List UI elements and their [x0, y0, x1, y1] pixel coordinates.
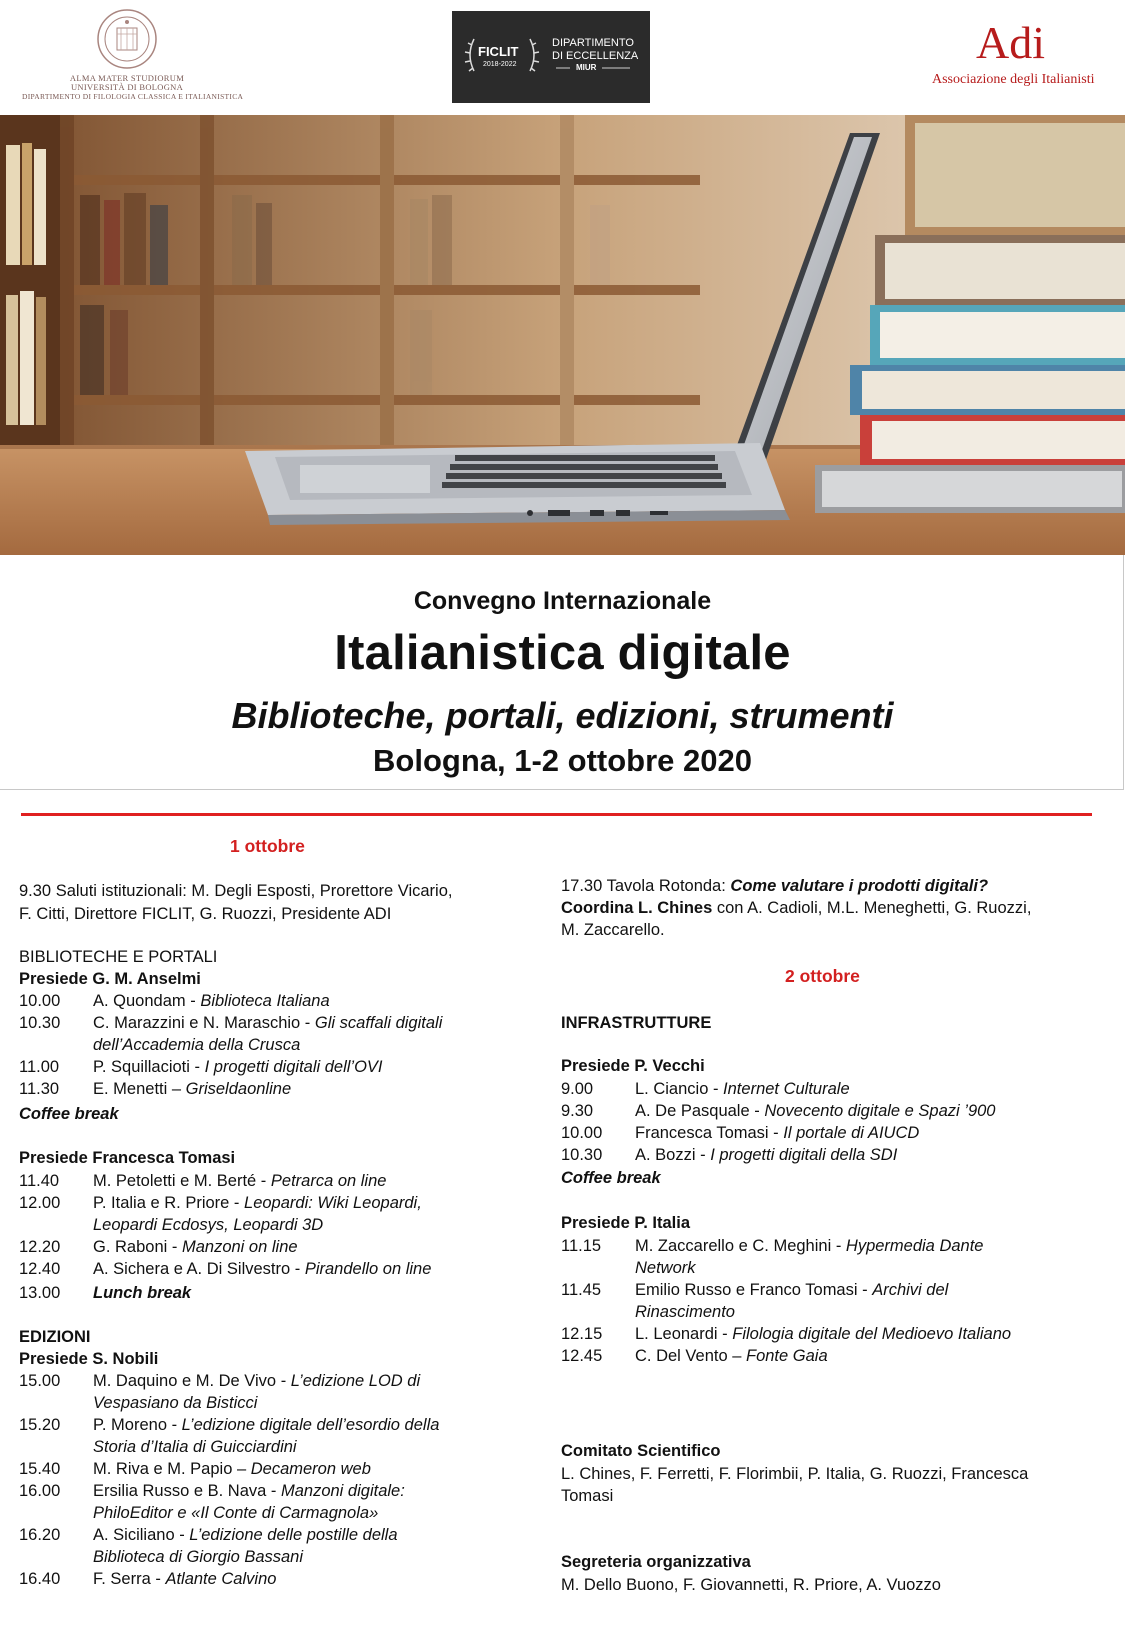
talk-speakers: P. Italia e R. Priore - [93, 1194, 245, 1212]
day-1-heading: 1 ottobre [230, 836, 305, 856]
talk-speakers: P. Moreno - [93, 1416, 182, 1434]
session-talk [93, 990, 330, 1013]
session-time: 15.00 [19, 1372, 61, 1390]
session-time: 11.00 [19, 1058, 60, 1076]
talk-title: Hypermedia Dante [845, 1237, 984, 1255]
session-talk [93, 1056, 383, 1079]
talk-title: Il portale di AIUCD [783, 1124, 920, 1142]
session-talk [93, 1236, 298, 1259]
talk-title-continued: PhiloEditor e «Il Conte di Carmagnola» [93, 1504, 379, 1522]
talk-speakers: G. Raboni - [93, 1238, 182, 1256]
chair-nobili: Presiede S. Nobili [19, 1350, 159, 1368]
day-2-heading: 2 ottobre [785, 966, 860, 986]
secretariat-heading: Segreteria organizzativa [561, 1553, 751, 1571]
talk-title: I progetti digitali dell’OVI [204, 1058, 383, 1076]
talk-speakers: Francesca Tomasi - [635, 1124, 784, 1142]
session-talk [93, 1568, 276, 1591]
secretariat-line-1: M. Dello Buono, F. Giovannetti, R. Priore, A. Vuozzo [561, 1576, 941, 1594]
session-talk [93, 1258, 431, 1281]
unibo-logo [22, 8, 244, 101]
talk-title-continued: Vespasiano da Bisticci [93, 1394, 258, 1412]
session-talk [635, 1345, 828, 1368]
chair-tomasi: Presiede Francesca Tomasi [19, 1149, 236, 1167]
talk-title: Internet Culturale [723, 1080, 850, 1098]
talk-title: Fonte Gaia [745, 1347, 828, 1365]
talk-speakers: A. De Pasquale - [635, 1102, 765, 1120]
talk-speakers: L. Leonardi - [635, 1325, 733, 1343]
unibo-line-2: UNIVERSITÀ DI BOLOGNA [70, 82, 184, 92]
talk-speakers: F. Serra - [93, 1570, 166, 1588]
coffee-break-day-2: Coffee break [561, 1169, 661, 1187]
talk-title-continued: Leopardi Ecdosys, Leopardi 3D [93, 1216, 324, 1234]
talk-speakers: A. Siciliano - [93, 1526, 190, 1544]
session-time: 15.20 [19, 1416, 61, 1434]
ficlit-name: FICLIT [478, 44, 519, 59]
session-time: 11.40 [19, 1172, 60, 1190]
session-talk [93, 1170, 386, 1193]
talk-title-continued: Biblioteca di Giorgio Bassani [93, 1548, 304, 1566]
session-talk [635, 1078, 850, 1101]
session-talk [93, 1480, 405, 1503]
university-seal-icon [96, 8, 158, 70]
adi-name: Associazione degli Italianisti [932, 72, 1095, 87]
session-talk [635, 1323, 1011, 1346]
red-divider [21, 813, 1092, 816]
talk-title: Griseldaonline [185, 1080, 292, 1098]
talk-title: L’edizione digitale dell’esordio della [181, 1416, 440, 1434]
session-talk [93, 1414, 439, 1437]
talk-title-continued: dell’Accademia della Crusca [93, 1036, 301, 1054]
place-and-date: Bologna, 1-2 ottobre 2020 [373, 743, 752, 778]
conference-kicker: Convegno Internazionale [413, 587, 712, 615]
unibo-line-3: DIPARTIMENTO DI FILOLOGIA CLASSICA E ITALIANISTICA [22, 92, 244, 101]
talk-title-continued: Storia d’Italia di Guicciardini [93, 1438, 297, 1456]
committee-line-2: Tomasi [561, 1487, 614, 1505]
adi-mark: Adi [976, 17, 1045, 68]
coffee-break-day-1: Coffee break [19, 1105, 119, 1123]
talk-speakers: Emilio Russo e Franco Tomasi - [635, 1281, 873, 1299]
ficlit-logo [452, 11, 650, 103]
session-talk [635, 1279, 948, 1302]
session-talk [635, 1122, 919, 1145]
talk-title: Gli scaffali digitali [314, 1014, 443, 1032]
session-time: 12.15 [561, 1325, 603, 1343]
talk-speakers: M. Daquino e M. De Vivo - [93, 1372, 291, 1390]
session-time: 10.00 [561, 1124, 603, 1142]
talk-title: Atlante Calvino [165, 1570, 277, 1588]
session-talk [93, 1524, 398, 1547]
talk-speakers: A. Sichera e A. Di Silvestro - [93, 1260, 305, 1278]
talk-title: Manzoni digitale: [280, 1482, 405, 1500]
unibo-line-1: ALMA MATER STUDIORUM [69, 73, 185, 83]
committee-line-1: L. Chines, F. Ferretti, F. Florimbii, P. Italia, G. Ruozzi, Francesca [561, 1465, 1029, 1483]
session-time: 9.00 [561, 1080, 594, 1098]
round-table-title: Come valutare i prodotti digitali? [730, 877, 989, 895]
section-heading-edizioni: EDIZIONI [19, 1328, 91, 1346]
section-heading-infrastrutture: INFRASTRUTTURE [561, 1014, 712, 1032]
chair-anselmi: Presiede G. M. Anselmi [19, 970, 201, 988]
round-table-line-1 [561, 875, 988, 898]
talk-title: Filologia digitale del Medioevo Italiano [732, 1325, 1012, 1343]
talk-speakers: C. Marazzini e N. Maraschio - [93, 1014, 315, 1032]
talk-speakers: M. Petoletti e M. Berté - [93, 1172, 271, 1190]
talk-title: L’edizione delle postille della [189, 1526, 398, 1544]
talk-title: Biblioteca Italiana [200, 992, 330, 1010]
round-table-participants: con A. Cadioli, M.L. Meneghetti, G. Ruozzi, [712, 899, 1032, 917]
round-table-coordinator: Coordina L. Chines [561, 899, 713, 917]
session-time: 12.40 [19, 1260, 61, 1278]
talk-speakers: Ersilia Russo e B. Nava - [93, 1482, 281, 1500]
talk-title: Archivi del [872, 1281, 949, 1299]
lunch-time: 13.00 [19, 1284, 61, 1302]
ficlit-line-3: MIUR [576, 63, 597, 72]
talk-speakers: A. Quondam - [93, 992, 201, 1010]
session-time: 11.15 [561, 1237, 602, 1255]
ficlit-line-2: DI ECCELLENZA [552, 50, 639, 62]
conference-title: Italianistica digitale [334, 626, 791, 680]
session-talk [93, 1192, 422, 1215]
talk-title-continued: Network [635, 1259, 696, 1277]
round-table-line-2 [561, 897, 1031, 920]
talk-title: Manzoni on line [181, 1238, 298, 1256]
talk-speakers: P. Squillacioti - [93, 1058, 205, 1076]
talk-title: Novecento digitale e Spazi ’900 [764, 1102, 996, 1120]
session-talk [93, 1458, 371, 1481]
session-time: 10.30 [19, 1014, 61, 1032]
talk-title: Petrarca on line [270, 1172, 387, 1190]
committee-heading: Comitato Scientifico [561, 1442, 721, 1460]
talk-speakers: L. Ciancio - [635, 1080, 724, 1098]
session-time: 11.30 [19, 1080, 60, 1098]
session-time: 16.40 [19, 1570, 61, 1588]
session-talk [93, 1370, 420, 1393]
opening-line-1: 9.30 Saluti istituzionali: M. Degli Esposti, Prorettore Vicario, [19, 882, 453, 900]
session-time: 16.00 [19, 1482, 61, 1500]
session-time: 15.40 [19, 1460, 61, 1478]
talk-speakers: M. Zaccarello e C. Meghini - [635, 1237, 846, 1255]
talk-title: I progetti digitali della SDI [710, 1146, 898, 1164]
session-time: 12.00 [19, 1194, 61, 1212]
talk-title: L’edizione LOD di [290, 1372, 421, 1390]
talk-title: Decameron web [250, 1460, 371, 1478]
lunch-break: Lunch break [93, 1284, 192, 1302]
conference-subtitle: Biblioteche, portali, edizioni, strumenti [231, 695, 894, 736]
session-talk [635, 1144, 897, 1167]
section-heading-biblioteche: BIBLIOTECHE E PORTALI [19, 948, 218, 966]
talk-speakers: A. Bozzi - [635, 1146, 711, 1164]
talk-title: Leopardi: Wiki Leopardi, [244, 1194, 422, 1212]
opening-line-2: F. Citti, Direttore FICLIT, G. Ruozzi, Presidente ADI [19, 905, 392, 923]
round-table-line-3: M. Zaccarello. [561, 921, 665, 939]
ficlit-years: 2018-2022 [483, 61, 517, 68]
session-time: 16.20 [19, 1526, 61, 1544]
hero-image-laptop-books [0, 115, 1125, 555]
adi-logo [920, 18, 1110, 98]
session-time: 10.30 [561, 1146, 603, 1164]
session-talk [93, 1012, 442, 1035]
talk-speakers: M. Riva e M. Papio – [93, 1460, 251, 1478]
session-time: 10.00 [19, 992, 61, 1010]
talk-speakers: E. Menetti – [93, 1080, 186, 1098]
talk-speakers: C. Del Vento – [635, 1347, 746, 1365]
session-talk [635, 1100, 995, 1123]
session-talk [93, 1078, 291, 1101]
session-time: 9.30 [561, 1102, 594, 1120]
round-table-prefix: 17.30 Tavola Rotonda: [561, 877, 731, 895]
session-talk [635, 1235, 983, 1258]
chair-italia: Presiede P. Italia [561, 1214, 691, 1232]
title-block [0, 555, 1125, 790]
session-time: 12.20 [19, 1238, 61, 1256]
talk-title: Pirandello on line [304, 1260, 432, 1278]
talk-title-continued: Rinascimento [635, 1303, 735, 1321]
ficlit-line-1: DIPARTIMENTO [552, 37, 634, 49]
session-time: 12.45 [561, 1347, 603, 1365]
session-time: 11.45 [561, 1281, 602, 1299]
chair-vecchi: Presiede P. Vecchi [561, 1057, 705, 1075]
